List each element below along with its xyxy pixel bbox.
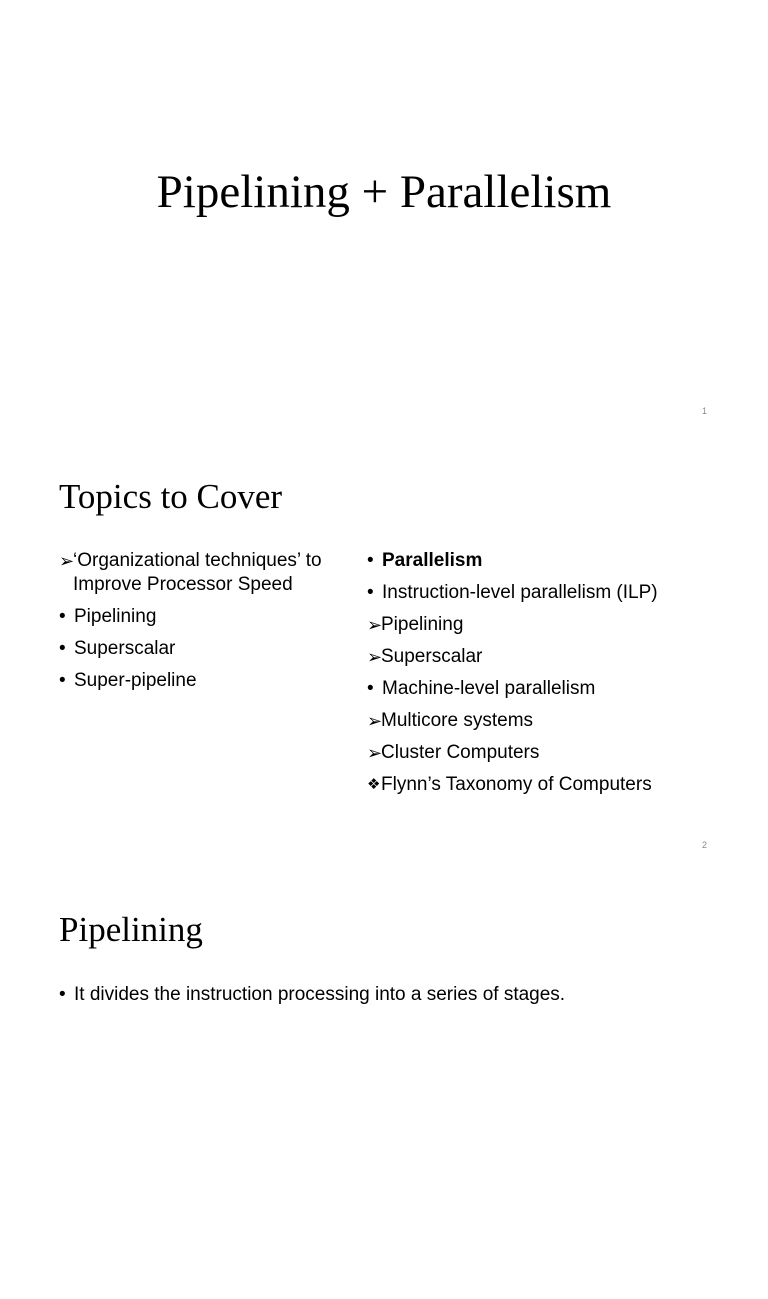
right-topic-text: Machine-level parallelism bbox=[382, 678, 596, 699]
arrow-bullet-icon: ➢ bbox=[367, 615, 383, 635]
dot-bullet-icon: • bbox=[59, 670, 66, 691]
right-topic-text: Flynn’s Taxonomy of Computers bbox=[381, 774, 652, 795]
slide-1-number: 1 bbox=[702, 406, 708, 416]
right-topic-item bbox=[367, 773, 697, 797]
slide-1 bbox=[0, 0, 768, 433]
dot-bullet-icon: • bbox=[59, 638, 66, 659]
right-topic-item bbox=[367, 581, 697, 605]
arrow-bullet-icon: ➢ bbox=[367, 647, 383, 667]
right-topic-list bbox=[367, 549, 697, 805]
slide-3-bullet-text: It divides the instruction processing into a series of stages. bbox=[74, 984, 566, 1005]
slide-3 bbox=[0, 866, 768, 1299]
slide-3-bullet-list bbox=[59, 983, 739, 1015]
left-topic-text: ‘Organizational techniques’ to Improve Processor Speed bbox=[73, 550, 322, 595]
left-topic-text: Pipelining bbox=[74, 606, 157, 627]
arrow-bullet-icon: ➢ bbox=[59, 551, 75, 571]
dot-bullet-icon: • bbox=[59, 984, 66, 1005]
slide-3-title: Pipelining bbox=[59, 910, 203, 949]
right-topic-item bbox=[367, 645, 697, 669]
dot-bullet-icon: • bbox=[367, 582, 374, 603]
diamond-star-bullet-icon: ❖ bbox=[367, 776, 381, 793]
left-topic-text: Superscalar bbox=[74, 638, 176, 659]
dot-bullet-icon: • bbox=[59, 606, 66, 627]
left-topic-item bbox=[59, 669, 359, 693]
right-topic-item bbox=[367, 613, 697, 637]
right-topic-text: Parallelism bbox=[382, 550, 483, 571]
right-topic-text: Superscalar bbox=[381, 646, 483, 667]
dot-bullet-icon: • bbox=[367, 550, 374, 571]
arrow-bullet-icon: ➢ bbox=[367, 743, 383, 763]
left-topic-list bbox=[59, 549, 359, 701]
dot-bullet-icon: • bbox=[367, 678, 374, 699]
right-topic-text: Instruction-level parallelism (ILP) bbox=[382, 582, 658, 603]
slide-3-bullet-item bbox=[59, 983, 739, 1007]
right-topic-item bbox=[367, 549, 697, 573]
left-topic-item bbox=[59, 549, 359, 597]
slide-1-title: Pipelining + Parallelism bbox=[156, 166, 612, 218]
slide-2 bbox=[0, 433, 768, 866]
right-topic-item bbox=[367, 741, 697, 765]
right-topic-item bbox=[367, 709, 697, 733]
slide-2-number: 2 bbox=[702, 840, 708, 850]
right-topic-text: Pipelining bbox=[381, 614, 464, 635]
right-topic-item bbox=[367, 677, 697, 701]
right-topic-text: Multicore systems bbox=[381, 710, 534, 731]
left-topic-item bbox=[59, 605, 359, 629]
arrow-bullet-icon: ➢ bbox=[367, 711, 383, 731]
right-topic-text: Cluster Computers bbox=[381, 742, 540, 763]
left-topic-text: Super-pipeline bbox=[74, 670, 197, 691]
slide-2-title: Topics to Cover bbox=[59, 477, 283, 516]
left-topic-item bbox=[59, 637, 359, 661]
